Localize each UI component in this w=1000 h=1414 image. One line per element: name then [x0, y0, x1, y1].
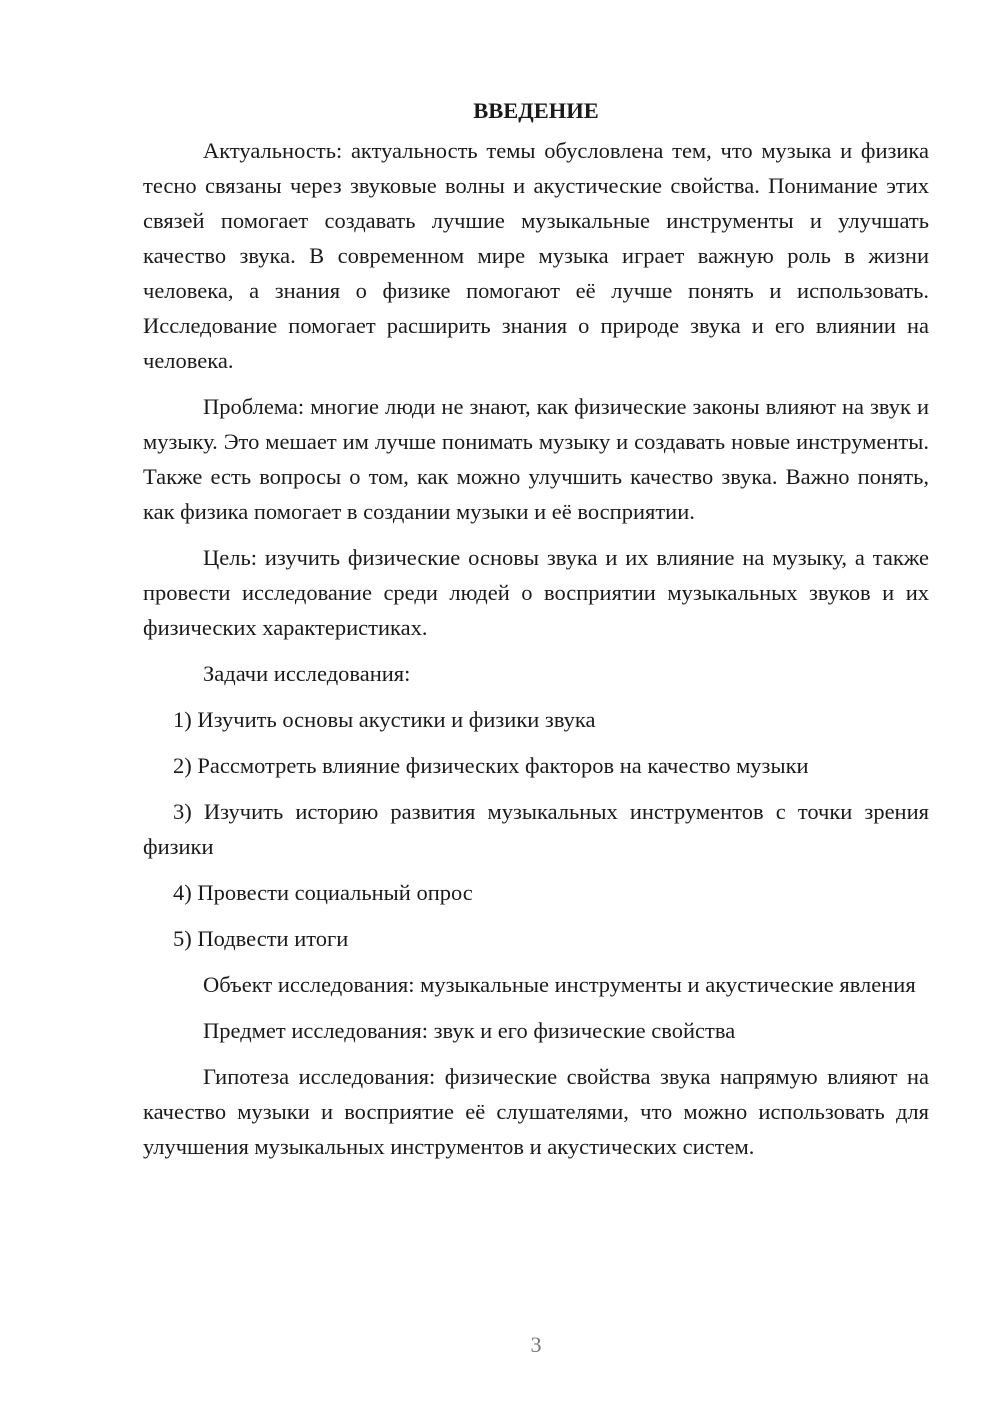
- tasks-heading: Задачи исследования:: [203, 661, 411, 686]
- task-item-4: 4) Провести социальный опрос: [173, 880, 473, 905]
- document-page: [143, 92, 929, 1164]
- hypothesis-paragraph: Гипотеза исследования: физические свойства звука напрямую влияют на качество музыки и восприятие её слушателями, что можно использовать для улучшения музыкальных инструментов и акустических систем.: [143, 1064, 929, 1159]
- page-number: 3: [530, 1332, 542, 1357]
- object-paragraph: Объект исследования: музыкальные инструменты и акустические явления: [203, 972, 916, 997]
- task-item-1: 1) Изучить основы акустики и физики звука: [173, 707, 596, 732]
- goal-paragraph: Цель: изучить физические основы звука и их влияние на музыку, а также провести исследование среди людей о восприятии музыкальных звуков и их физических характеристиках.: [143, 545, 929, 640]
- section-title: ВВЕДЕНИЕ: [473, 98, 599, 123]
- task-item-2: 2) Рассмотреть влияние физических факторов на качество музыки: [173, 753, 809, 778]
- problem-paragraph: Проблема: многие люди не знают, как физические законы влияют на звук и музыку. Это мешает им лучше понимать музыку и создавать новые инструменты. Также есть вопросы о том, как можно улучшить качество звука. Важно понять, как физика помогает в создании музыки и её восприятии.: [143, 394, 929, 524]
- relevance-paragraph: Актуальность: актуальность темы обусловлена тем, что музыка и физика тесно связаны через звуковые волны и акустические свойства. Понимание этих связей помогает создавать лучшие музыкальные инструменты и улучшать качество звука. В современном мире музыка играет важную роль в жизни человека, а знания о физике помогают её лучше понять и использовать. Исследование помогает расширить знания о природе звука и его влиянии на человека.: [143, 138, 929, 373]
- task-item-5: 5) Подвести итоги: [173, 926, 349, 951]
- task-item-3: 3) Изучить историю развития музыкальных инструментов с точки зрения физики: [143, 799, 929, 859]
- subject-paragraph: Предмет исследования: звук и его физические свойства: [203, 1018, 736, 1043]
